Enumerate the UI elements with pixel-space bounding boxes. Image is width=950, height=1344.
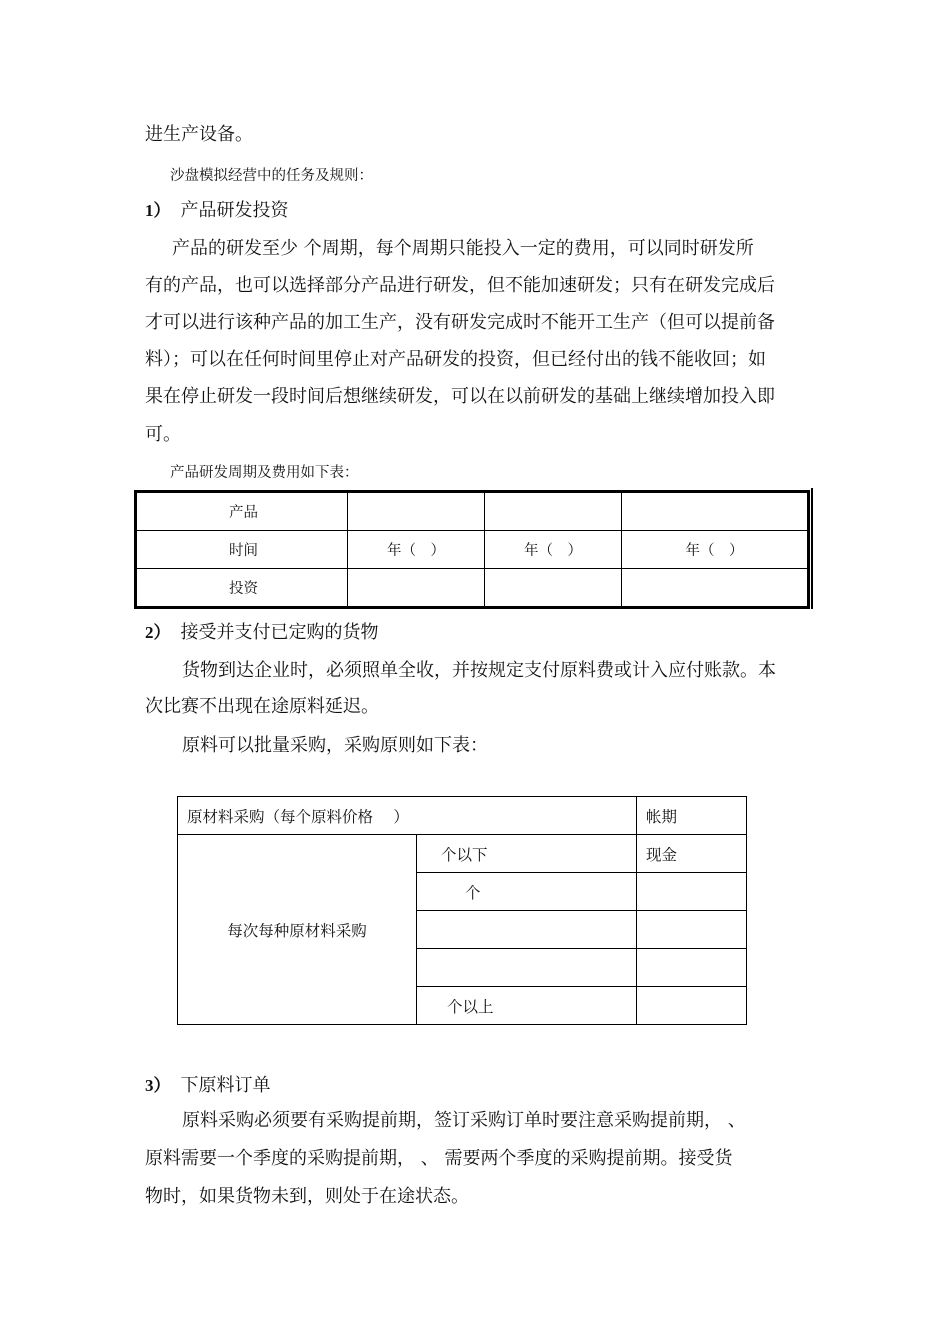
section-1-line: 有的产品，也可以选择部分产品进行研发，但不能加速研发；只有在研发完成后 (145, 275, 775, 296)
table-cell-term (637, 911, 747, 949)
tasks-title: 沙盘模拟经营中的任务及规则： (170, 168, 373, 184)
section-1-line: 料）；可以在任何时间里停止对产品研发的投资，但已经付出的钱不能收回；如 (145, 349, 766, 370)
table-cell: 年（ ） (485, 531, 622, 569)
section-2-title: 接受并支付已定购的货物 (180, 622, 379, 643)
table-cell-term (637, 873, 747, 911)
section-2-heading (145, 618, 379, 644)
section-1-number: 1） (145, 201, 171, 220)
table-row (136, 569, 809, 608)
section-3-heading (145, 1071, 271, 1097)
po-table-intro: 原料可以批量采购，采购原则如下表： (182, 735, 488, 756)
table-cell (622, 492, 809, 531)
rd-table-caption: 产品研发周期及费用如下表： (170, 465, 359, 481)
table-row (136, 492, 809, 531)
section-1-heading (145, 196, 289, 222)
section-2-line: 次比赛不出现在途原料延迟。 (145, 696, 379, 717)
table-row (178, 797, 747, 835)
section-3-number: 3） (145, 1076, 171, 1095)
section-1-title: 产品研发投资 (180, 200, 289, 221)
table-header-left: 原材料采购（每个原料价格 ） (178, 797, 637, 835)
table-cell-qty: 个以下 (417, 835, 637, 873)
table-cell-label: 产品 (136, 492, 348, 531)
section-1-line: 可。 (145, 424, 181, 445)
table-cell (348, 569, 485, 608)
table-cell-term (637, 949, 747, 987)
table-cell-term (637, 987, 747, 1025)
section-1-line: 产品的研发至少 个周期，每个周期只能投入一定的费用，可以同时研发所 (172, 238, 754, 259)
table-row (178, 835, 747, 873)
section-2-line: 货物到达企业时，必须照单全收，并按规定支付原料费或计入应付账款。本 (182, 660, 776, 681)
table-cell: 年（ ） (622, 531, 809, 569)
table-cell (622, 569, 809, 608)
table-cell (348, 492, 485, 531)
section-3-line: 原料需要一个季度的采购提前期， 、 需要两个季度的采购提前期。接受货 (145, 1148, 733, 1169)
table-header-right: 帐期 (637, 797, 747, 835)
table-cell: 年（ ） (348, 531, 485, 569)
table-row (136, 531, 809, 569)
table-cell-qty: 个以上 (417, 987, 637, 1025)
section-3-line: 物时，如果货物未到，则处于在途状态。 (145, 1186, 469, 1207)
table-border-accent (811, 488, 813, 609)
section-1-line: 才可以进行该种产品的加工生产，没有研发完成时不能开工生产（但可以提前备 (145, 312, 775, 333)
table-cell (485, 492, 622, 531)
section-3-line: 原料采购必须要有采购提前期，签订采购订单时要注意采购提前期， 、 (182, 1110, 746, 1131)
table-cell-label: 投资 (136, 569, 348, 608)
table-cell-term: 现金 (637, 835, 747, 873)
table-cell-qty (417, 911, 637, 949)
section-3-title: 下原料订单 (180, 1075, 271, 1096)
section-2-number: 2） (145, 623, 171, 642)
table-cell (485, 569, 622, 608)
rd-cycle-cost-table (134, 490, 810, 609)
table-row-label: 每次每种原材料采购 (178, 835, 417, 1025)
continuation-text: 进生产设备。 (145, 124, 253, 145)
table-cell-qty: 个 (417, 873, 637, 911)
table-cell-qty (417, 949, 637, 987)
section-1-line: 果在停止研发一段时间后想继续研发，可以在以前研发的基础上继续增加投入即 (145, 386, 775, 407)
purchase-rules-table (177, 796, 747, 1025)
table-cell-label: 时间 (136, 531, 348, 569)
